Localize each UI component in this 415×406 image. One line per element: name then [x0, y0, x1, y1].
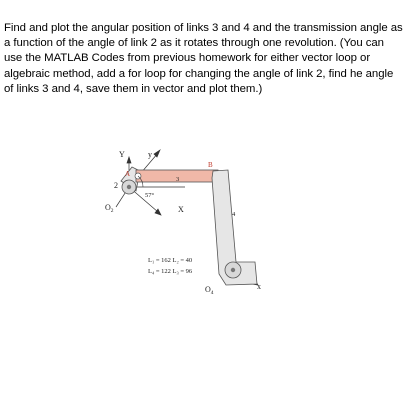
label-link-3: 3 [176, 176, 180, 183]
dimensions-line-1: L₁ = 162 L₂ = 40 [148, 257, 193, 264]
label-O2: $O_2$ [105, 203, 114, 214]
label-Y: Y [119, 150, 125, 159]
label-link-4: 4 [232, 211, 236, 218]
label-B: B [208, 161, 213, 169]
label-X: X [178, 205, 184, 214]
problem-statement: Find and plot the angular position of links 3 and 4 and the transmission angle as a function of the angle of link 2 as it rotates through one revolution. (You can use the MATLAB Codes from previous homework for either vector loop or algebraic method, add a for loop for changing the angle of link 2, find he angle of links 3 and 4, save them in vector and plot them.) [4, 22, 403, 95]
link-4-rocker [212, 170, 257, 285]
label-x: x [257, 282, 261, 291]
label-O4: $O_4$ [205, 285, 214, 296]
angle-label: 57° [145, 192, 155, 199]
label-A: A [125, 170, 131, 178]
label-link-2: 2 [114, 181, 118, 190]
dimensions-line-2: L₄ = 122 L₃ = 96 [148, 268, 193, 275]
label-y: y [148, 150, 152, 159]
